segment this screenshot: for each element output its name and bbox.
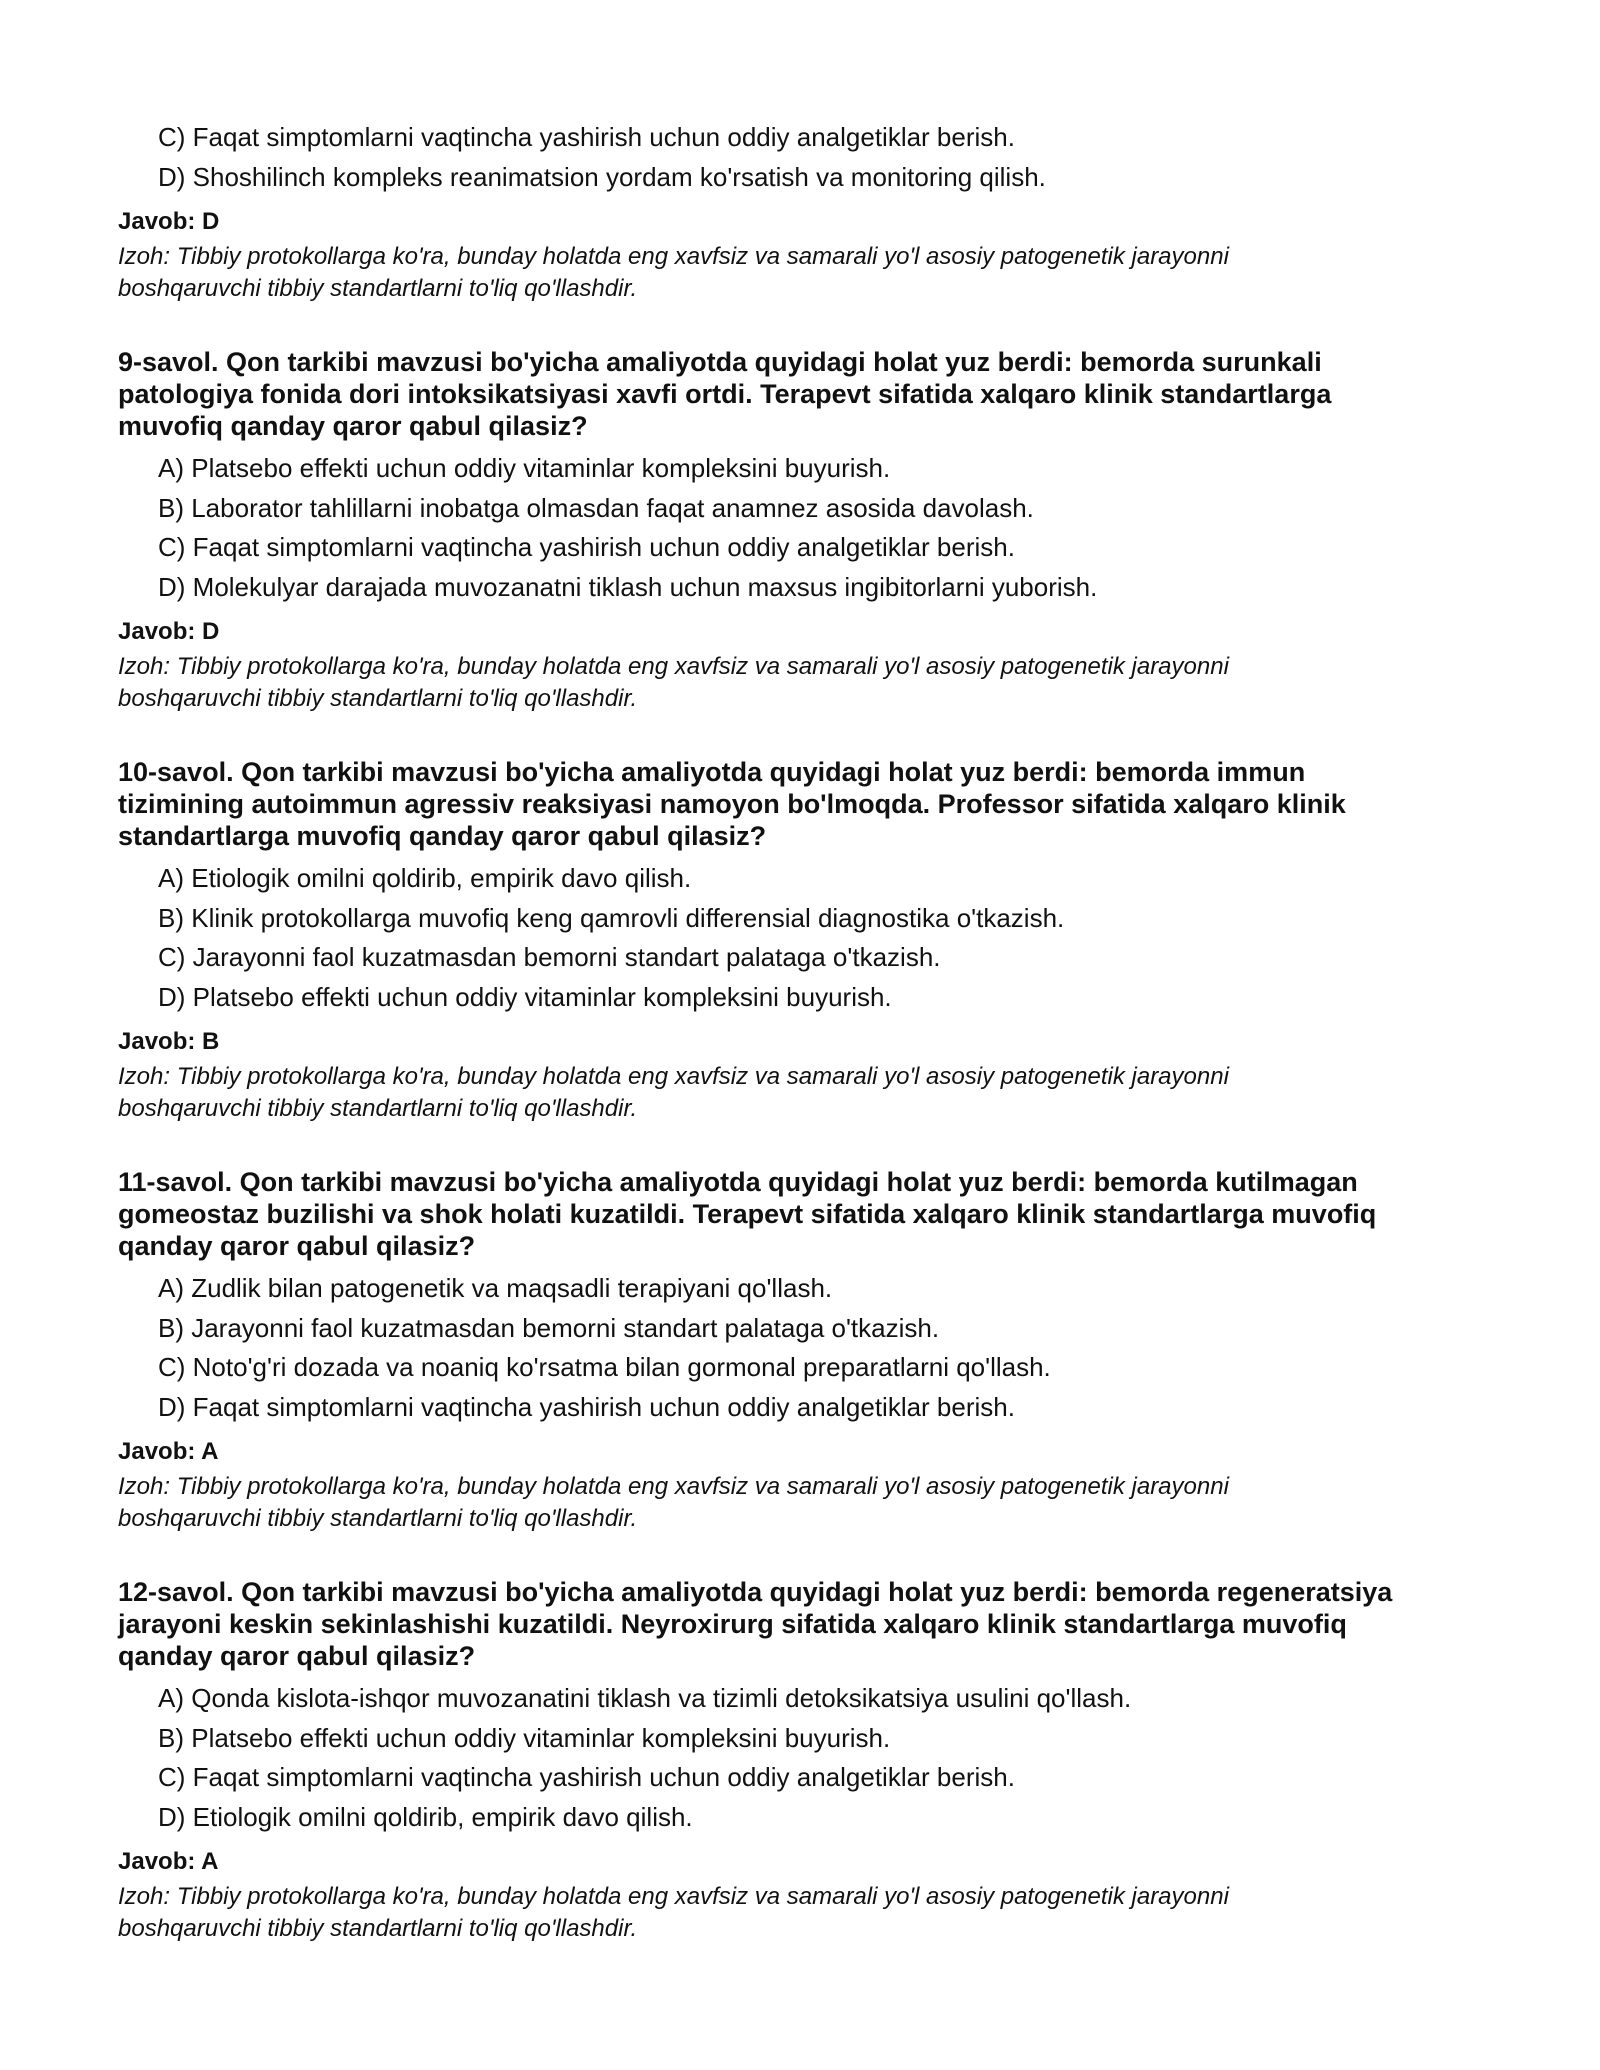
option-b: B) Klinik protokollarga muvofiq keng qamrovli differensial diagnostika o'tkazish. (158, 903, 1065, 933)
explanation-line-1: Izoh: Tibbiy protokollarga ko'ra, bunday holatda eng xavfsiz va samarali yo'l asosiy patogenetik jarayonni (118, 653, 1229, 680)
option-d: D) Shoshilinch kompleks reanimatsion yordam ko'rsatish va monitoring qilish. (158, 162, 1046, 192)
question-text-line-3: qanday qaror qabul qilasiz? (118, 1231, 476, 1261)
explanation-line-1: Izoh: Tibbiy protokollarga ko'ra, bunday holatda eng xavfsiz va samarali yo'l asosiy patogenetik jarayonni (118, 1063, 1229, 1090)
option-a: A) Zudlik bilan patogenetik va maqsadli terapiyani qo'llash. (158, 1273, 833, 1303)
option-d: D) Etiologik omilni qoldirib, empirik davo qilish. (158, 1802, 693, 1832)
option-c: C) Faqat simptomlarni vaqtincha yashirish uchun oddiy analgetiklar berish. (158, 1762, 1015, 1792)
explanation-line-1: Izoh: Tibbiy protokollarga ko'ra, bunday holatda eng xavfsiz va samarali yo'l asosiy patogenetik jarayonni (118, 1473, 1229, 1500)
question-text-line-1: 9-savol. Qon tarkibi mavzusi bo'yicha amaliyotda quyidagi holat yuz berdi: bemorda surunkali (118, 347, 1322, 377)
option-b: B) Platsebo effekti uchun oddiy vitaminlar kompleksini buyurish. (158, 1723, 891, 1753)
explanation-line-2: boshqaruvchi tibbiy standartlarni to'liq qo'llashdir. (118, 685, 638, 712)
question-text-line-1: 10-savol. Qon tarkibi mavzusi bo'yicha amaliyotda quyidagi holat yuz berdi: bemorda immun (118, 757, 1306, 787)
explanation-line-2: boshqaruvchi tibbiy standartlarni to'liq qo'llashdir. (118, 275, 638, 302)
question-text-line-1: 12-savol. Qon tarkibi mavzusi bo'yicha amaliyotda quyidagi holat yuz berdi: bemorda regeneratsiya (118, 1577, 1393, 1607)
option-c: C) Jarayonni faol kuzatmasdan bemorni standart palataga o'tkazish. (158, 942, 941, 972)
option-b: B) Jarayonni faol kuzatmasdan bemorni standart palataga o'tkazish. (158, 1313, 940, 1343)
explanation-line-2: boshqaruvchi tibbiy standartlarni to'liq qo'llashdir. (118, 1095, 638, 1122)
answer: Javob: A (118, 1848, 219, 1875)
explanation-line-2: boshqaruvchi tibbiy standartlarni to'liq qo'llashdir. (118, 1505, 638, 1532)
explanation-line-1: Izoh: Tibbiy protokollarga ko'ra, bunday holatda eng xavfsiz va samarali yo'l asosiy patogenetik jarayonni (118, 1883, 1229, 1910)
option-a: A) Platsebo effekti uchun oddiy vitaminlar kompleksini buyurish. (158, 453, 891, 483)
question-text-line-3: qanday qaror qabul qilasiz? (118, 1641, 476, 1671)
question-text-line-1: 11-savol. Qon tarkibi mavzusi bo'yicha amaliyotda quyidagi holat yuz berdi: bemorda kutilmagan (118, 1167, 1358, 1197)
answer: Javob: D (118, 618, 220, 645)
question-text-line-2: tizimining autoimmun agressiv reaksiyasi namoyon bo'lmoqda. Professor sifatida xalqaro klinik (118, 789, 1346, 819)
option-b: B) Laborator tahlillarni inobatga olmasdan faqat anamnez asosida davolash. (158, 493, 1034, 523)
answer: Javob: D (118, 208, 220, 235)
question-text-line-2: patologiya fonida dori intoksikatsiyasi xavfi ortdi. Terapevt sifatida xalqaro klinik standartlarga (118, 379, 1332, 409)
explanation-line-1: Izoh: Tibbiy protokollarga ko'ra, bunday holatda eng xavfsiz va samarali yo'l asosiy patogenetik jarayonni (118, 243, 1229, 270)
answer: Javob: B (118, 1028, 220, 1055)
question-text-line-3: muvofiq qanday qaror qabul qilasiz? (118, 411, 588, 441)
option-c: C) Faqat simptomlarni vaqtincha yashirish uchun oddiy analgetiklar berish. (158, 532, 1015, 562)
option-a: A) Qonda kislota-ishqor muvozanatini tiklash va tizimli detoksikatsiya usulini qo'llash. (158, 1683, 1132, 1713)
answer: Javob: A (118, 1438, 219, 1465)
explanation-line-2: boshqaruvchi tibbiy standartlarni to'liq qo'llashdir. (118, 1915, 638, 1942)
question-text-line-2: gomeostaz buzilishi va shok holati kuzatildi. Terapevt sifatida xalqaro klinik standartlarga muvofiq (118, 1199, 1377, 1229)
option-a: A) Etiologik omilni qoldirib, empirik davo qilish. (158, 863, 692, 893)
option-d: D) Molekulyar darajada muvozanatni tiklash uchun maxsus ingibitorlarni yuborish. (158, 572, 1098, 602)
question-text-line-3: standartlarga muvofiq qanday qaror qabul qilasiz? (118, 821, 767, 851)
option-d: D) Faqat simptomlarni vaqtincha yashirish uchun oddiy analgetiklar berish. (158, 1392, 1015, 1422)
option-c: C) Faqat simptomlarni vaqtincha yashirish uchun oddiy analgetiklar berish. (158, 122, 1015, 152)
option-d: D) Platsebo effekti uchun oddiy vitaminlar kompleksini buyurish. (158, 982, 892, 1012)
option-c: C) Noto'g'ri dozada va noaniq ko'rsatma bilan gormonal preparatlarni qo'llash. (158, 1352, 1051, 1382)
question-text-line-2: jarayoni keskin sekinlashishi kuzatildi. Neyroxirurg sifatida xalqaro klinik standartlarga muvofiq (118, 1609, 1347, 1639)
